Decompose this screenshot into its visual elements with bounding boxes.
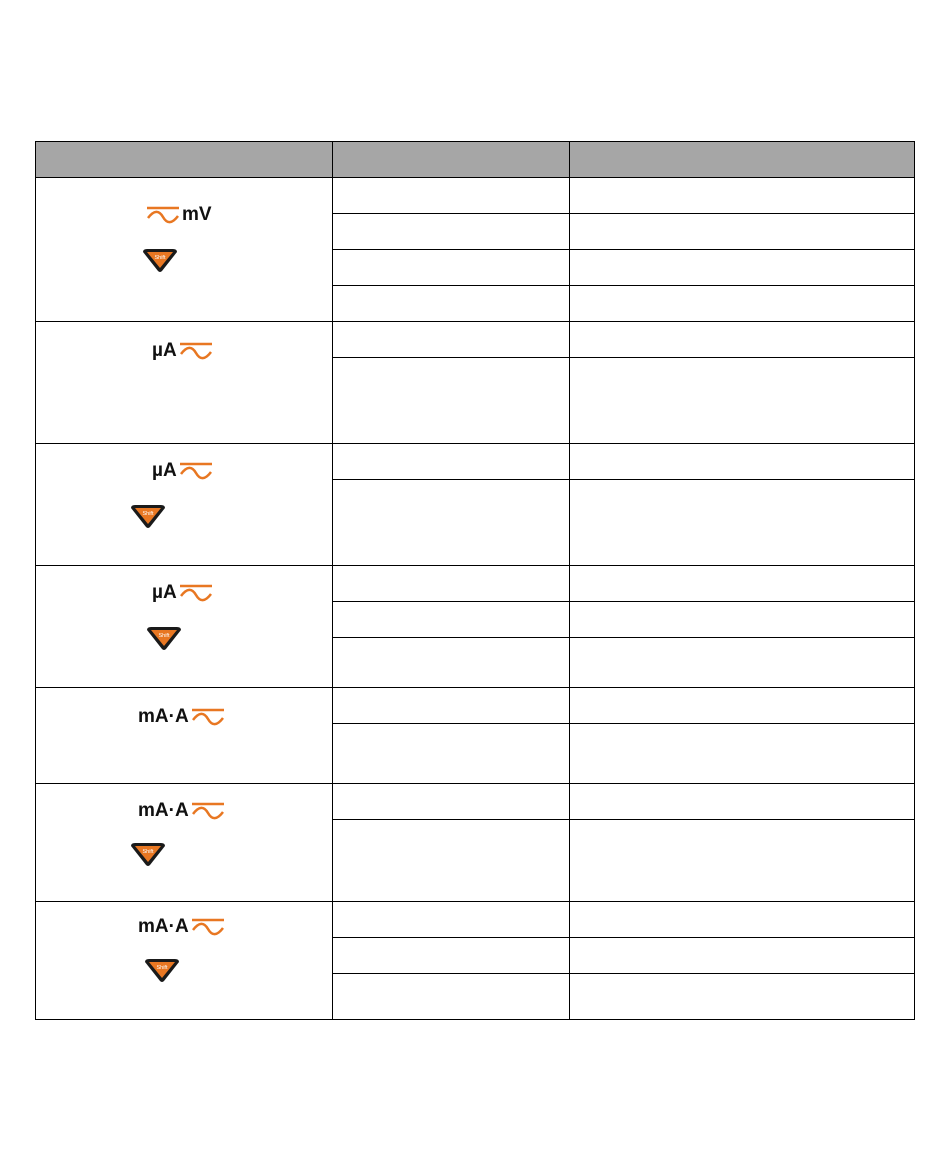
function-unit: µA bbox=[152, 460, 177, 481]
function-unit: mA·A bbox=[138, 706, 189, 727]
header-cell-3 bbox=[570, 142, 915, 178]
range-cell bbox=[333, 480, 570, 566]
range-cell bbox=[333, 638, 570, 688]
range-cell bbox=[333, 724, 570, 784]
range-cell bbox=[333, 602, 570, 638]
function-cell bbox=[36, 444, 333, 566]
function-label bbox=[150, 340, 213, 362]
description-cell bbox=[570, 724, 915, 784]
shift-key-icon bbox=[128, 842, 168, 873]
description-cell bbox=[570, 480, 915, 566]
range-cell bbox=[333, 784, 570, 820]
header-row bbox=[36, 142, 915, 178]
function-unit: µA bbox=[152, 582, 177, 603]
description-cell bbox=[570, 250, 915, 286]
function-unit: µA bbox=[152, 340, 177, 361]
range-cell bbox=[333, 444, 570, 480]
function-label bbox=[150, 460, 213, 482]
shift-key-label: Shift bbox=[158, 633, 170, 639]
function-label bbox=[136, 706, 225, 728]
shift-key-label: Shift bbox=[142, 511, 154, 517]
ac-dc-icon bbox=[191, 800, 225, 822]
range-cell bbox=[333, 688, 570, 724]
ac-dc-icon bbox=[191, 706, 225, 728]
function-cell bbox=[36, 688, 333, 784]
table-row bbox=[36, 178, 915, 214]
range-cell bbox=[333, 566, 570, 602]
description-cell bbox=[570, 784, 915, 820]
shift-key-icon bbox=[128, 504, 168, 535]
function-label bbox=[136, 916, 225, 938]
description-cell bbox=[570, 938, 915, 974]
function-label bbox=[146, 204, 214, 226]
shift-key-icon bbox=[140, 248, 180, 279]
range-cell bbox=[333, 250, 570, 286]
header-cell-1 bbox=[36, 142, 333, 178]
description-cell bbox=[570, 820, 915, 902]
description-cell bbox=[570, 322, 915, 358]
shift-key-label: Shift bbox=[154, 255, 166, 261]
range-cell bbox=[333, 820, 570, 902]
description-cell bbox=[570, 688, 915, 724]
description-cell bbox=[570, 602, 915, 638]
description-cell bbox=[570, 444, 915, 480]
description-cell bbox=[570, 638, 915, 688]
description-cell bbox=[570, 214, 915, 250]
function-unit: mA·A bbox=[138, 916, 189, 937]
table-row bbox=[36, 322, 915, 358]
table-row bbox=[36, 444, 915, 480]
table-row bbox=[36, 784, 915, 820]
header-cell-2 bbox=[333, 142, 570, 178]
ac-dc-icon bbox=[146, 204, 180, 226]
function-table bbox=[35, 141, 915, 1020]
table-row bbox=[36, 566, 915, 602]
range-cell bbox=[333, 322, 570, 358]
function-cell bbox=[36, 178, 333, 322]
range-cell bbox=[333, 214, 570, 250]
description-cell bbox=[570, 358, 915, 444]
range-cell bbox=[333, 358, 570, 444]
ac-dc-icon bbox=[191, 916, 225, 938]
description-cell bbox=[570, 566, 915, 602]
function-unit: mV bbox=[182, 204, 212, 225]
description-cell bbox=[570, 178, 915, 214]
ac-dc-icon bbox=[179, 340, 213, 362]
function-cell bbox=[36, 784, 333, 902]
ac-dc-icon bbox=[179, 582, 213, 604]
function-cell bbox=[36, 322, 333, 444]
function-cell bbox=[36, 902, 333, 1020]
function-unit: mA·A bbox=[138, 800, 189, 821]
shift-key-icon bbox=[144, 626, 184, 657]
range-cell bbox=[333, 178, 570, 214]
shift-key-label: Shift bbox=[156, 965, 168, 971]
range-cell bbox=[333, 902, 570, 938]
range-cell bbox=[333, 286, 570, 322]
description-cell bbox=[570, 974, 915, 1020]
table-row bbox=[36, 688, 915, 724]
range-cell bbox=[333, 974, 570, 1020]
description-cell bbox=[570, 902, 915, 938]
function-cell bbox=[36, 566, 333, 688]
table-row bbox=[36, 902, 915, 938]
shift-key-icon bbox=[142, 958, 182, 989]
shift-key-label: Shift bbox=[142, 849, 154, 855]
description-cell bbox=[570, 286, 915, 322]
function-label bbox=[150, 582, 213, 604]
range-cell bbox=[333, 938, 570, 974]
ac-dc-icon bbox=[179, 460, 213, 482]
function-label bbox=[136, 800, 225, 822]
